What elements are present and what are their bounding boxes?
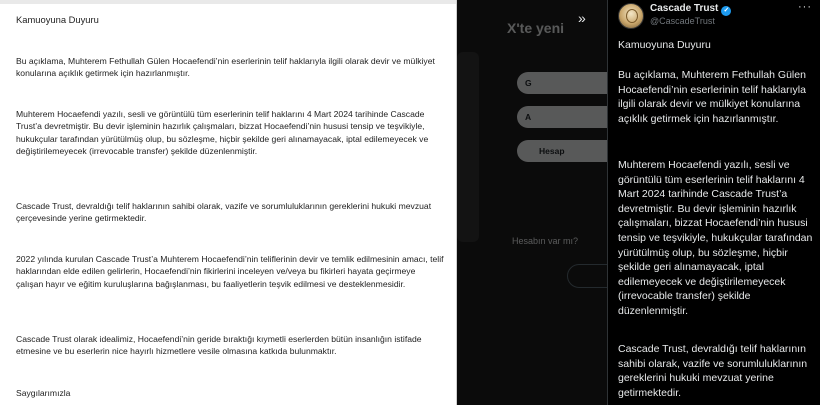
more-options-icon[interactable]: ··· — [798, 1, 812, 13]
tweet-paragraph-2: Muhterem Hocaefendi yazılı, sesli ve görüntülü tüm eserlerinin telif haklarını 4 Mart 2024 tarihinde Cascade Trust’a devretmiştir. Bu devir işleminin hazırlık çalışmaları, bizzat Hocaefendi’nin hususi tensip ve teşvikiyle, hukukçular tarafından yürütülmüş olup, bu sözleşme, hiçbir şekilde geri alınamayacak, iptal edilemeyecek ve değiştirilemeyecek (irrevocable transfer) şekilde düzenlenmiştir. — [618, 159, 813, 317]
document-top-edge — [0, 0, 456, 4]
collapse-panel-icon[interactable]: » — [578, 10, 586, 26]
tweet-title: Kamuoyuna Duyuru — [618, 39, 711, 51]
background-create-account-button: Hesap — [517, 140, 607, 162]
tweet-paragraph-3: Cascade Trust, devraldığı telif haklarının sahibi olarak, vazife ve sorumluluklarının gereklerini hukuki mevzuat yerine getirmektedir. — [618, 343, 808, 399]
background-card — [457, 52, 479, 242]
tweet-paragraph-1: Bu açıklama, Muhterem Fethullah Gülen Hocaefendi’nin eserlerinin telif haklarıyla ilgili olarak devir ve mülkiyet konularına açıklık getirmek için hazırlanmıştır. — [618, 69, 806, 125]
document-paragraph-1: Bu açıklama, Muhterem Fethullah Gülen Hocaefendi’nin eserlerinin telif haklarıyla ilgili olarak devir ve mülkiyet konularına açıklık getirmek için hazırlanmıştır. — [16, 56, 435, 79]
background-heading: X'te yeni — [507, 20, 565, 36]
author-name[interactable]: Cascade Trust ✓ — [650, 3, 731, 16]
dimmed-background-page — [457, 0, 607, 405]
background-login-question: Hesabın var mı? — [512, 236, 579, 246]
document-paragraph-3: Cascade Trust, devraldığı telif haklarının sahibi olarak, vazife ve sorumluluklarının gereklerini hukuki mevzuat çerçevesinde yerine getirmektedir. — [16, 201, 432, 224]
verified-badge-icon: ✓ — [721, 6, 731, 16]
background-signin-button — [567, 264, 607, 288]
background-google-button: G — [517, 72, 607, 94]
avatar[interactable] — [618, 3, 644, 29]
document-closing: Saygılarımızla — [16, 388, 71, 398]
background-apple-button: A — [517, 106, 607, 128]
document-paragraph-2: Muhterem Hocaefendi yazılı, sesli ve görüntülü tüm eserlerinin telif haklarını 4 Mart 2024 tarihinde Cascade Trust’a devretmiştir. Bu devir işleminin hazırlık çalışmaları, bizzat Hocaefendi’nin hususi tensip ve teşvikiyle, hukukçular tarafından yürütülmüş olup, bu sözleşme, hiçbir şekilde geri alınamayacak, iptal edilemeyecek ve değiştirilemeyecek (irrevocable transfer) şekilde düzenlenmiştir. — [16, 109, 429, 156]
author-handle[interactable]: @CascadeTrust — [650, 16, 715, 26]
document-paragraph-4: 2022 yılında kurulan Cascade Trust’a Muhterem Hocaefendi’nin teliflerinin devir ve temlik edilmesinin amacı, telif haklarından elde edilen gelirlerin, Hocaefendi’nin fikirlerini inceleyen ve/veya bu fikirleri hayata geçirmeye çalışan hayır ve eğitim kuruluşlarına bağışlanması, bu faaliyetlerin teşvik edilmesi ve desteklenmesidir. — [16, 254, 444, 289]
document-title: Kamuoyuna Duyuru — [16, 14, 99, 25]
tweet-panel — [607, 0, 820, 405]
document-paragraph-5: Cascade Trust olarak idealimiz, Hocaefendi’nin geride bıraktığı kıymetli eserlerden bütün insanlığın istifade etmesine ve bu eserlerin nice hayırlı hizmetlere vesile olmasına katkıda bulunmaktır. — [16, 334, 422, 357]
